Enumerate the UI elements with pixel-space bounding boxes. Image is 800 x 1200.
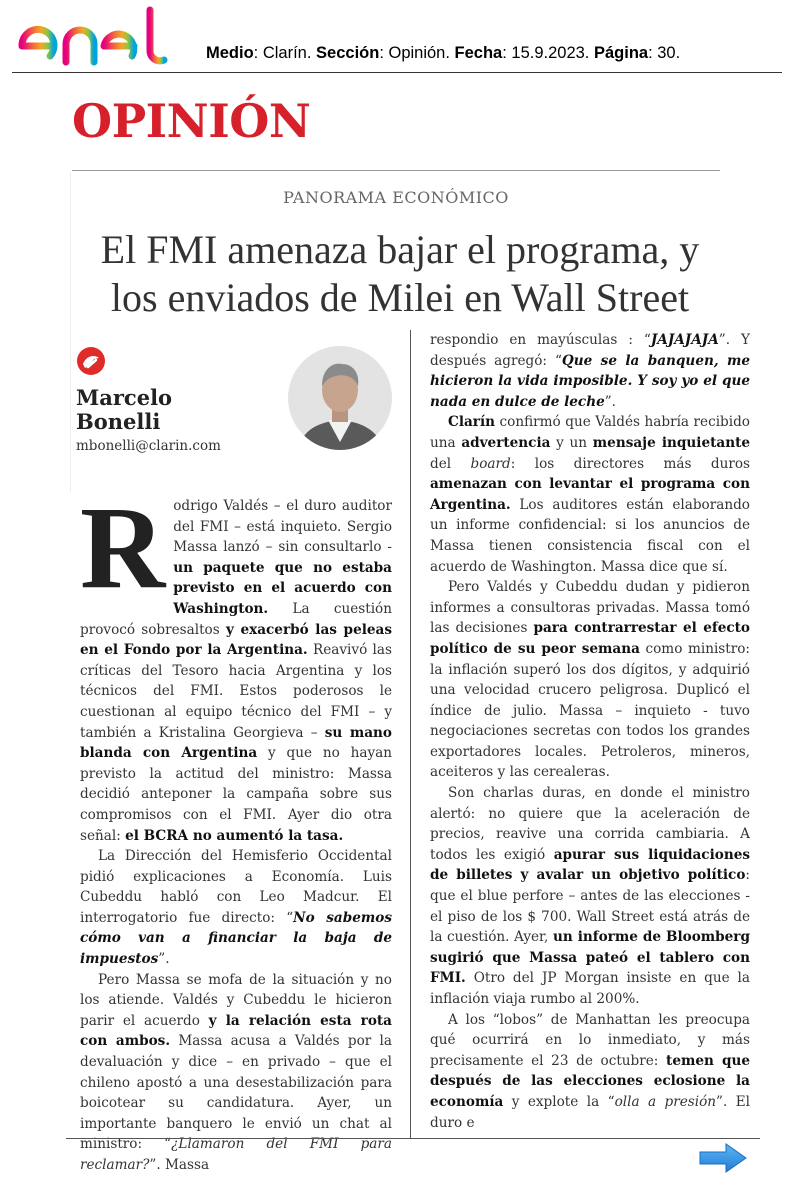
kicker-divider [72, 170, 720, 171]
text: ”. [604, 393, 617, 410]
quote: Que se la banquen, me hicieron la vida imposible. Y soy yo el que nada en dulce de leche [430, 352, 750, 410]
author-name [76, 386, 256, 434]
text: Reavivó las críticas del Tesoro hacia Argentina y los técnicos del FMI. Estos poderosos le cuestionan al equipo técnico del FMI – y también a Kristalina Georgieva – [80, 642, 392, 741]
highlight: su mano blanda con Argentina [80, 724, 392, 762]
seccion-label: Sección [316, 44, 380, 62]
highlight: un informe de Bloomberg sugirió que Massa pateó el tablero con FMI. [430, 929, 750, 987]
text: ”. Y después agregó: “ [430, 332, 750, 369]
text: Otro del JP Morgan insiste en que la inflación viaja rumbo al 200%. [430, 970, 750, 1007]
text: La Dirección del Hemisferio Occidental pidió explicaciones a Economía. Luis Cubeddu habló con Leo Madcur. El interrogatorio fue directo: “ [80, 848, 392, 926]
paragraph [430, 577, 750, 783]
paragraph [430, 783, 750, 1010]
italic-word: board [470, 455, 511, 472]
column-divider [410, 330, 411, 1138]
text: A los “lobos” de Manhattan les preocupa qué ocurrirá en lo inmediato, y más precisamente el 23 de octubre: [430, 1011, 750, 1069]
author-photo [288, 346, 392, 450]
text: Son charlas duras, en donde el ministro alertó: no quiere que la aceleración de precios, reavive una corrida cambiaria. A todos les exigió [430, 785, 750, 863]
paragraph [80, 846, 392, 970]
article-column-left [80, 482, 392, 1176]
article-column-right [430, 330, 750, 1133]
highlight: mensaje inquietante [592, 434, 751, 451]
paragraph [80, 482, 392, 846]
highlight: temen que después de las elecciones eclosione la economía [430, 1052, 750, 1110]
medio-label: Medio [206, 44, 254, 62]
medio-value: Clarín [262, 44, 307, 62]
text: respondio en mayúsculas : “ [430, 332, 651, 348]
highlight: para contrarrestar el efecto político de su peor semana [430, 620, 750, 657]
text: del [430, 455, 471, 472]
headline-line-2: los enviados de Milei en Wall Street [110, 275, 690, 320]
dropcap: R [80, 482, 166, 613]
text: y explote la “ [503, 1093, 615, 1110]
paragraph [430, 330, 750, 412]
author-first-name: Marcelo [76, 385, 173, 410]
section-title: OPINIÓN [72, 94, 311, 148]
paragraph [430, 412, 750, 577]
pagina-value: 30 [657, 44, 676, 62]
text: ”. El duro e [430, 1093, 750, 1131]
highlight: y la relación esta rota con ambos. [80, 1012, 392, 1050]
fecha-label: Fecha [454, 44, 503, 62]
press-clipping-metadata: Medio: Clarín. Sección: Opinión. Fecha: 15.9.2023. Página: 30. [206, 44, 681, 62]
text: Pero Valdés y Cubeddu dudan y pidieron informes a consultoras privadas. Massa tomó las decisiones [430, 579, 750, 637]
header-divider [12, 72, 782, 73]
text: confirmó que Valdés habría recibido una [430, 414, 750, 451]
next-page-arrow-icon[interactable] [698, 1142, 748, 1174]
paragraph [430, 1010, 750, 1134]
kicker: PANORAMA ECONÓMICO [283, 188, 509, 207]
margin-guide [70, 172, 71, 492]
highlight: Clarín [448, 414, 496, 431]
highlight: advertencia [461, 434, 551, 451]
pagina-label: Página [593, 44, 649, 62]
text: odrigo Valdés – el duro auditor del FMI – está inquieto. Sergio Massa lanzó – sin consultarlo - [173, 498, 392, 556]
quote: No sabemos cómo van a financiar la baja de impuestos [80, 909, 392, 968]
text: Massa acusa a Valdés por la devaluación y dice – en privado – que el chileno apostó a una desestabilización para boicotear su candidatura. Ayer, un importante banquero le envió un chat al ministro: “ [80, 1033, 392, 1153]
text: y un [550, 434, 593, 451]
text: Pero Massa se mofa de la situación y no los atiende. Valdés y Cubeddu le hicieron parir el acuerdo [80, 971, 392, 1029]
text: Los auditores están elaborando un informe confidencial: si los anuncios de Massa tienen consistencia fiscal con el acuerdo de Washington. Massa dice que sí. [430, 496, 750, 575]
quote: JAJAJAJA [650, 332, 719, 348]
quote: ¿Llamaron del FMI para reclamar? [80, 1136, 392, 1173]
fecha-value: 15.9.2023 [511, 44, 585, 62]
paragraph [80, 970, 392, 1176]
highlight: un paquete que no estaba previsto en el acuerdo con Washington. [173, 559, 392, 617]
clarin-rooster-icon [76, 346, 106, 376]
author-email[interactable]: mbonelli@clarin.com [76, 438, 221, 454]
footer-divider [66, 1138, 760, 1139]
text: : que el blue perfore – antes de las elecciones -el piso de los $ 700. Wall Street está atrás de la cuestión. Ayer, [430, 867, 750, 946]
highlight: apurar sus liquidaciones de billetes y avalar un objetivo político [430, 846, 750, 884]
highlight: el BCRA no aumentó la tasa. [125, 827, 344, 844]
text: La cuestión provocó sobresaltos [80, 600, 392, 638]
highlight: amenazan con levantar el programa con Argentina. [430, 476, 750, 513]
seccion-value: Opinión [388, 44, 446, 62]
text: y que no hayan previsto la actitud del ministro: Massa decidió anteponer la campaña sobre sus compromisos con el FMI. Ayer dio otra señal: [80, 745, 392, 844]
enel-logo [14, 6, 184, 68]
author-last-name: Bonelli [76, 409, 161, 434]
quote: olla a presión [614, 1093, 717, 1110]
headline [60, 226, 740, 322]
text: : los directores más duros [510, 455, 750, 472]
text: ”. Massa [149, 1157, 210, 1173]
highlight: y exacerbó las peleas en el Fondo por la Argentina. [80, 621, 392, 659]
text: como ministro: la inflación superó los dos dígitos, y adquirió una velocidad crucero peligrosa. Duplicó el índice de julio. Massa – inquieto - tuvo negociaciones secretas con todos los grandes exportadores locales. Petroleros, mineros, aceiteros y las cerealeras. [430, 640, 750, 781]
headline-line-1: El FMI amenaza bajar el programa, y [100, 227, 700, 272]
text: ”. [158, 951, 170, 968]
